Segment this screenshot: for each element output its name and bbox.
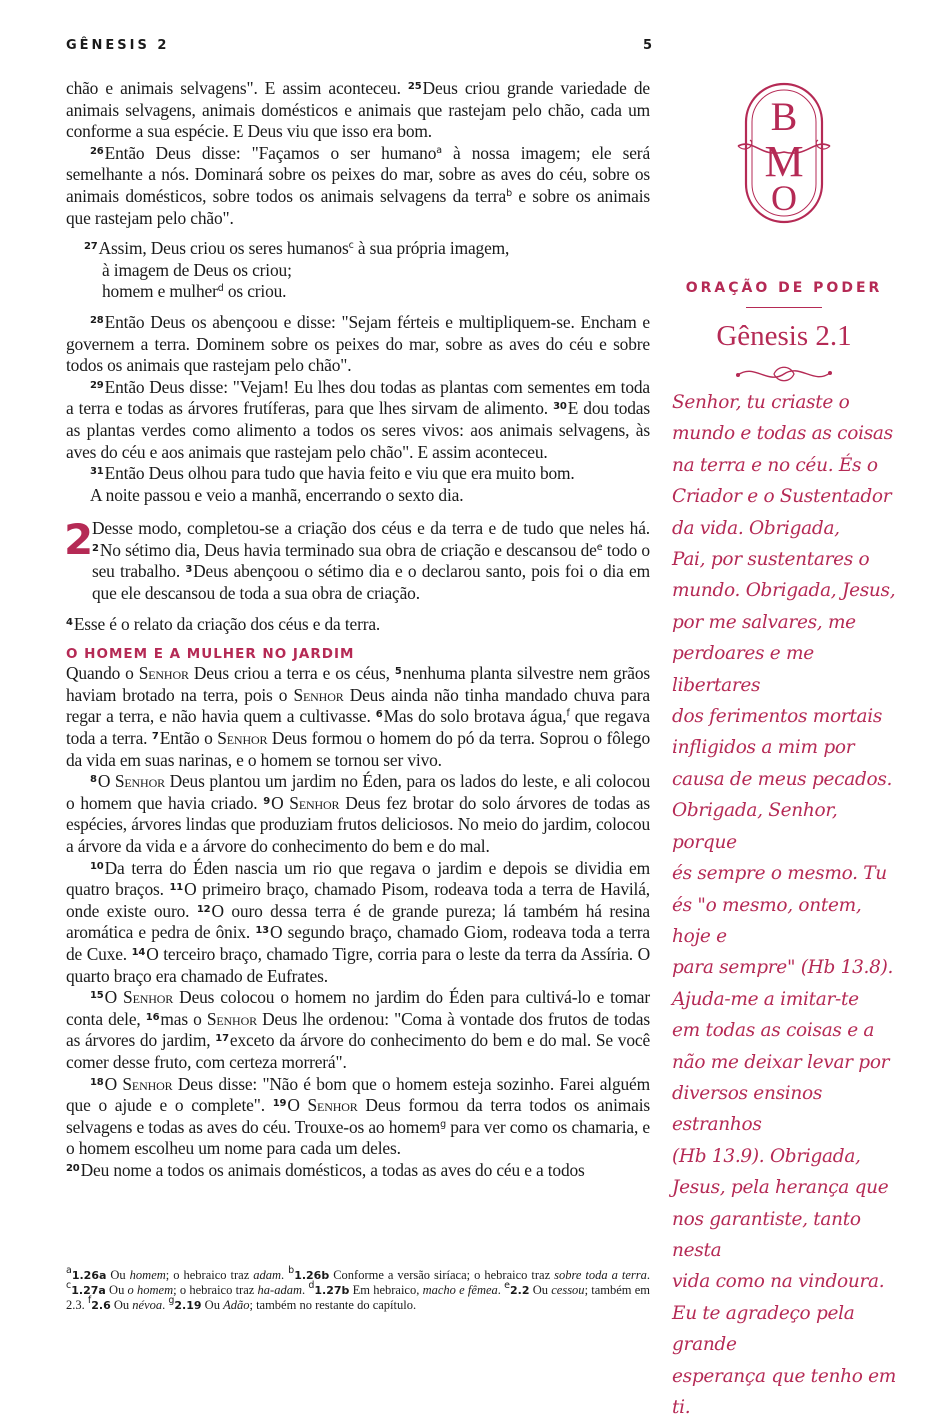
paragraph: A noite passou e veio a manhã, encerrando o sexto dia. (90, 484, 464, 505)
verse-number: 12 (196, 903, 211, 915)
monogram-logo (736, 78, 832, 228)
verse-number: 2 (92, 542, 99, 554)
footnotes: $^a$1.26a Ou homem; o hebraico traz adam. $^b$1.26b Conforme a versão siríaca; o hebraico traz sobre toda a terra. $^c$1.27a Ou o homem; o hebraico traz ha-adam. $^d$1.27b Em hebraico, macho e fêmea. $^e$2.2 Ou cessou; também em 2.3. $^f$2.6 Ou névoa. $^g$2.19 Ou Adão; também no restante do capítulo. (66, 1265, 651, 1312)
footnote-marker: e (596, 541, 603, 553)
verse-number: 10 (90, 860, 104, 872)
paragraph: $^{28}$Então Deus os abençoou e disse: "Sejam férteis e multipliquem-se. Encham e governem a terra. Dominem sobre os peixes do mar, sobre as aves do céu e sobre todos os animais que rastejam pelo chão". (66, 311, 650, 376)
section-heading: O HOMEM E A MULHER NO JARDIM (66, 646, 355, 663)
sidebar-reference: Gênesis 2.1 (716, 320, 852, 352)
footnote-marker: b (506, 187, 513, 199)
running-header-book: GÊNESIS 2 (66, 38, 170, 53)
footnote-marker: c (348, 240, 354, 252)
prayer-text: Senhor, tu criaste o mundo e todas as coisas na terra e no céu. És o Criador e o Sustentador da vida. Obrigada, Pai, por sustentares o mundo. Obrigada, Jesus, por me salvares, me perdoares e me libertares dos ferimentos mortais infligidos a mim por causa de meus pecados. Obrigada, Senhor, porque és sempre o mesmo. Tu és "o mesmo, ontem, hoje e para sempre" (Hb 13.8). Ajuda-me a imitar-te em todas as coisas e a não me deixar levar por diversos ensinos estranhos (Hb 13.9). Obrigada, Jesus, pela herança que nos garantiste, tanto nesta vida como na vindoura. Eu te agradeço pela grande esperança que tenho em ti. (672, 392, 896, 1418)
verse-number: 31 (90, 466, 104, 478)
poetry-block: $^{27}$Assim, Deus criou os seres humanos$^c$ à sua própria imagem, à imagem de Deus os criou; homem e mulher$^d$ os criou. (84, 238, 510, 302)
verse-number: 16 (145, 1011, 160, 1023)
svg-text:B: B (770, 94, 798, 139)
verse-number: 5 (394, 666, 402, 678)
verse-number: 6 (375, 709, 383, 721)
verse-number: 13 (255, 925, 269, 937)
verse-number: 9 (263, 795, 271, 807)
verse-number: 18 (90, 1076, 104, 1088)
verse-number: 14 (131, 946, 146, 958)
paragraph: $^{15}$O Senhor Deus colocou o homem no jardim do Éden para cultivá-lo e tomar conta dele, $^{16}$mas o Senhor Deus lhe ordenou: "Coma à vontade dos frutos de todas as árvores do jardim, $^{17}$exceto da árvore do conhecimento do bem e do mal. Se você comer desse fruto, com certeza morrerá". (66, 987, 651, 1072)
verse-number: 7 (151, 731, 159, 743)
verse-number: 4 (66, 616, 73, 628)
chapter-opening: 2 Desse modo, completou-se a criação dos céus e da terra e de tudo que neles há. $^2$No sétimo dia, Deus havia terminado sua obra de criação e descansou $de^e$ todo o seu trabalho. $^3$Deus abençoou o sétimo dia e o declarou santo, pois foi o dia em que ele descansou de toda a sua obra de criação. (64, 515, 650, 604)
verse-number: 11 (169, 882, 184, 894)
footnote-marker: g (440, 1118, 446, 1130)
verse-number: 20 (66, 1162, 80, 1174)
prayer-sidebar (668, 78, 900, 1423)
paragraph: Quando o Senhor Deus criou a terra e os céus, $^5$nenhuma planta silvestre nem grãos haviam brotado na terra, pois o Senhor Deus ainda não tinha mandado chuva para regar a terra, e não havia quem a cultivasse. $^6$Mas do solo brotava água,$^f$ que regava toda a terra. $^7$Então o Senhor Deus formou o homem do pó da terra. Soprou o fôlego da vida em suas narinas, e o homem se tornou ser vivo. (66, 663, 650, 770)
footnote-marker: a (436, 144, 442, 156)
verse-number: 3 (185, 564, 193, 576)
chapter-number: 2 (64, 515, 94, 565)
flourish-ornament (734, 361, 834, 387)
divider (746, 307, 822, 308)
verse-number: 30 (553, 401, 567, 413)
svg-text:M: M (764, 137, 804, 186)
verse-number: 28 (90, 314, 104, 326)
scripture-text (66, 78, 650, 1182)
paragraph: $^8$O Senhor Deus plantou um jardim no Éden, para os lados do leste, e ali colocou o homem que havia criado. $^9$O Senhor Deus fez brotar do solo árvores de todas as espécies, árvores lindas que produziam frutos deliciosos. No meio do jardim, colocou a árvore da vida e a árvore do conhecimento do bem e do mal. (66, 771, 651, 856)
sidebar-label: ORAÇÃO DE PODER (685, 280, 883, 296)
paragraph: $^{20}$Deu nome a todos os animais domésticos, a todas as aves do céu e a todos (66, 1159, 585, 1180)
running-header (66, 38, 652, 60)
paragraph: chão e animais selvagens". E assim aconteceu. $^{25}$Deus criou grande variedade de animais selvagens, animais domésticos e animais que rastejam pelo chão, cada um conforme a sua espécie. E Deus viu que isso era bom. (66, 78, 650, 142)
paragraph: $^4$Esse é o relato da criação dos céus e da terra. (66, 613, 381, 634)
verse-number: 8 (90, 774, 97, 786)
paragraph: $^{26}$Então Deus disse: "Façamos o ser humano$^a$ à nossa imagem; ele será semelhante a nós. Dominará sobre os peixes do mar, sobre as aves do céu, sobre os animais domésticos, sobre todos os animais selvagens da terra$^b$ e sobre os animais que rastejam pelo chão". (66, 142, 651, 228)
paragraph: $^{31}$Então Deus olhou para tudo que havia feito e viu que era muito bom. (90, 463, 575, 484)
footnote-marker: f (566, 708, 570, 720)
paragraph: $^{18}$O Senhor Deus disse: "Não é bom que o homem esteja sozinho. Farei alguém que o ajude e o complete". $^{19}$O Senhor Deus formou da terra todos os animais selvagens e todas as aves do céu. Trouxe-os ao homem$^g$ para ver como os chamaria, e o homem escolheu um nome para cada um deles. (66, 1073, 651, 1159)
verse-number: 17 (215, 1033, 229, 1045)
paragraph: $^{29}$Então Deus disse: "Vejam! Eu lhes dou todas as plantas com sementes em toda a terra e todas as árvores frutíferas, para que lhes sirvam de alimento. $^{30}$E dou todas as plantas verdes como alimento a todos os seres vivos: aos animais selvagens, às aves do céu e aos animais que rastejam pelo chão". E assim aconteceu. (66, 376, 650, 462)
footnote-marker: d (217, 283, 224, 295)
svg-text:O: O (771, 178, 797, 218)
verse-number: 26 (90, 145, 104, 157)
paragraph: $^{10}$Da terra do Éden nascia um rio que regava o jardim e depois se dividia em quatro braços. $^{11}$O primeiro braço, chamado Pisom, rodeava toda a terra de Havilá, onde existe ouro. $^{12}$O ouro dessa terra é de grande pureza; lá também há resina aromática e pedra de ônix. $^{13}$O segundo braço, chamado Giom, rodeava toda a terra de Cuxe. $^{14}$O terceiro braço, chamado Tigre, corria para o leste da terra da Assíria. O quarto braço era chamado de Eufrates. (66, 857, 651, 986)
verse-number: 27 (84, 241, 98, 253)
verse-number: 15 (90, 990, 104, 1002)
verse-number: 25 (407, 81, 422, 92)
verse-number: 19 (272, 1098, 287, 1110)
page-number: 5 (642, 38, 652, 53)
verse-number: 29 (90, 379, 104, 391)
